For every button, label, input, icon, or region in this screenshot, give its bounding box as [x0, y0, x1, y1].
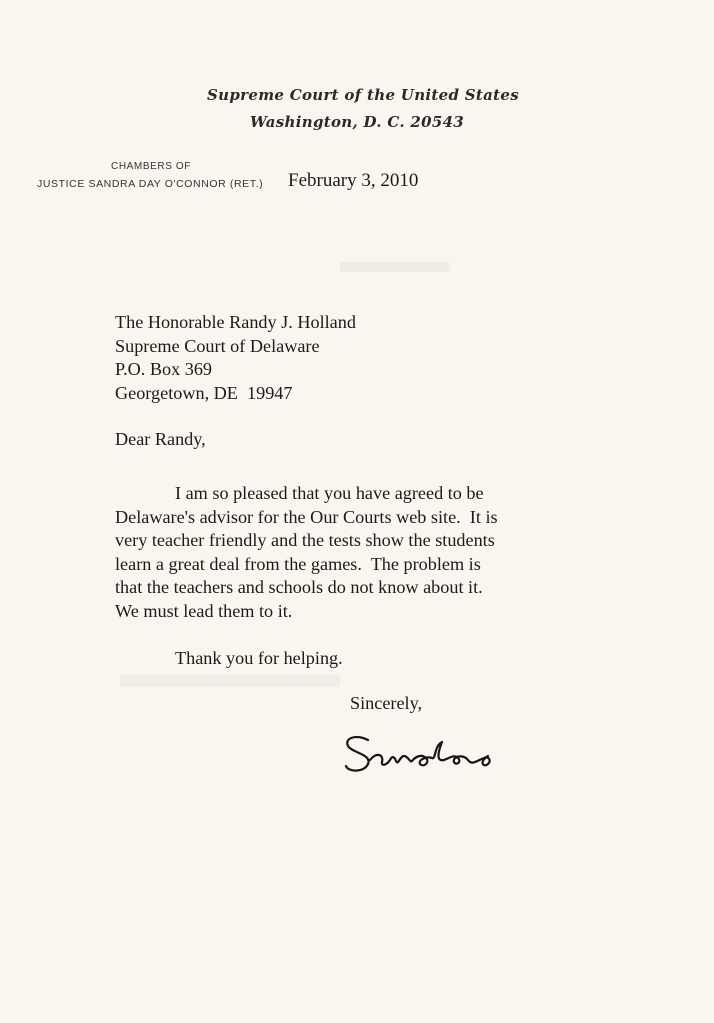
recipient-name: The Honorable Randy J. Holland [115, 312, 356, 332]
signature [338, 726, 528, 786]
recipient-address [115, 311, 356, 405]
letterhead-court-name: Supreme Court of the United States [207, 86, 519, 104]
body-line: that the teachers and schools do not know about it. [115, 577, 483, 598]
closing: Sincerely, [350, 693, 423, 713]
letterhead-address: Washington, D. C. 20543 [249, 113, 465, 131]
chambers-justice: JUSTICE SANDRA DAY O'CONNOR (RET.) [37, 178, 264, 190]
bleed-through-mark [120, 675, 340, 687]
bleed-through-mark [340, 262, 450, 272]
body-paragraph [115, 482, 498, 624]
salutation: Dear Randy, [115, 429, 206, 449]
recipient-city: Georgetown, DE 19947 [115, 382, 293, 403]
body-line: I am so pleased that you have agreed to be [175, 483, 484, 503]
chambers-label: CHAMBERS OF [111, 161, 191, 172]
body-line: very teacher friendly and the tests show the students [115, 530, 495, 551]
body-line: We must lead them to it. [115, 600, 293, 621]
recipient-box: P.O. Box 369 [115, 359, 213, 379]
body-line: learn a great deal from the games. The problem is [115, 553, 481, 574]
recipient-court: Supreme Court of Delaware [115, 335, 320, 356]
letter-date: February 3, 2010 [288, 170, 419, 191]
thanks-line: Thank you for helping. [175, 648, 343, 668]
body-line: Delaware's advisor for the Our Courts web site. It is [115, 506, 498, 527]
